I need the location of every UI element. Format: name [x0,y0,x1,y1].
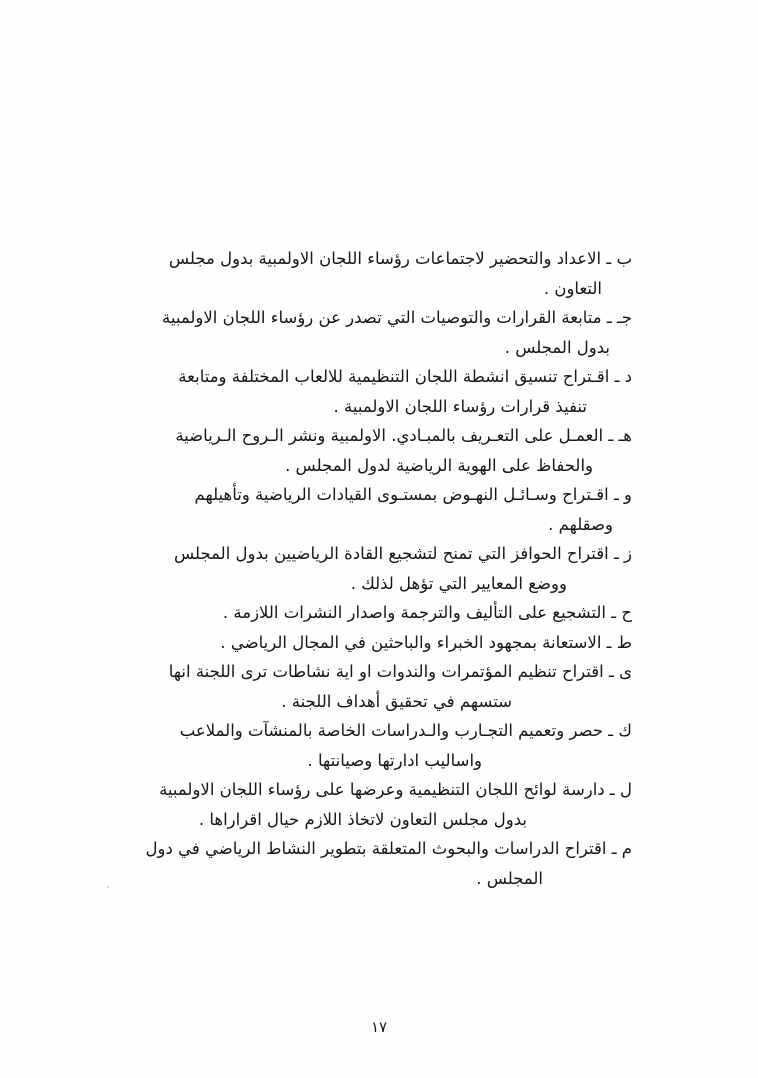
item-continuation-line: المجلس . [476,868,543,888]
item-first-line: ط ـ الاستعانة بمجهود الخبراء والباحثين في المجال الرياضي . [220,632,632,652]
list-item [126,421,632,480]
item-first-line: م ـ اقتراح الدراسات والبحوث المتعلقة بتطوير النشاط الرياضي في دول [145,839,632,858]
item-marker: د ـ [609,367,632,386]
item-continuation-line: التعاون . [543,278,602,298]
list-item [126,628,632,658]
item-marker: جـ ـ [601,308,632,327]
item-first-line: ح ـ التشجيع على التأليف والترجمة واصدار النشرات اللازمة . [222,603,632,622]
item-first-line: ك ـ حصر وتعميم التجـارب والـدراسات الخاصة بالمنشآت والملاعب [179,721,632,740]
item-marker: ط ـ [601,632,632,652]
item-first-line: هـ ـ العمـل على التعـريف بالمبـادي. الاولمبية ونشر الـروح الـرياضية [175,426,632,445]
item-continuation-line: بدول مجلس التعاون لاتخاذ اللازم حيال اقراراها . [198,809,527,829]
item-continuation-line: ووضع المعايير التي تؤهل لذلك . [350,573,567,593]
item-marker: ل ـ [604,780,632,799]
item-first-line: ز ـ اقتراح الحوافز التي تمنح لتشجيع القادة الرياضيين بدول المجلس [173,544,632,563]
item-marker: ى ـ [603,662,632,681]
item-first-line: ل ـ دارسة لوائح اللجان التنظيمية وعرضها على رؤساء اللجان الاولمبية [159,780,632,799]
list-item [126,539,632,598]
item-continuation-line: والحفاظ على الهوية الرياضية لدول المجلس . [285,455,593,475]
item-marker: ب ـ [601,249,632,268]
text-block [126,244,632,893]
item-first-line: ب ـ الاعداد والتحضير لاجتماعات رؤساء اللجان الاولمبية بدول مجلس [168,249,632,268]
item-marker: م ـ [606,839,632,858]
list-item [126,598,632,628]
scan-artifact-speck [107,886,109,888]
item-marker: هـ ـ [603,426,632,445]
item-marker: ح ـ [606,603,632,622]
item-continuation-line: وصقلهم . [548,514,613,534]
item-first-line: ى ـ اقتراح تنظيم المؤتمرات والندوات او اية نشاطات ترى اللجنة انها [168,662,632,681]
list-item [126,775,632,834]
item-first-line: و ـ اقـتراح وسـائـل النهـوض بمستـوى القيادات الرياضية وتأهيلهم [194,485,632,504]
item-marker: و ـ [608,485,632,504]
list-item [126,657,632,716]
list-item [126,834,632,893]
item-first-line: جـ ـ متابعة القرارات والتوصيات التي تصدر عن رؤساء اللجان الاولمبية [162,308,632,327]
page-number: ١٧ [370,1018,388,1036]
list-item [126,303,632,362]
list-item [126,244,632,303]
list-item [126,362,632,421]
item-continuation-line: واساليب ادارتها وصيانتها . [307,750,482,770]
list-item [126,716,632,775]
item-continuation-line: بدول المجلس . [504,337,610,357]
item-continuation-line: تنفيذ قرارات رؤساء اللجان الاولمبية . [333,396,587,416]
item-continuation-line: ستسهم في تحقيق أهداف اللجنة . [281,691,512,711]
item-marker: ك ـ [603,721,632,740]
item-marker: ز ـ [608,544,632,563]
item-first-line: د ـ اقـتراح تنسيق انشطة اللجان التنظيمية للالعاب المختلفة ومتابعة [178,367,632,386]
list-item [126,480,632,539]
